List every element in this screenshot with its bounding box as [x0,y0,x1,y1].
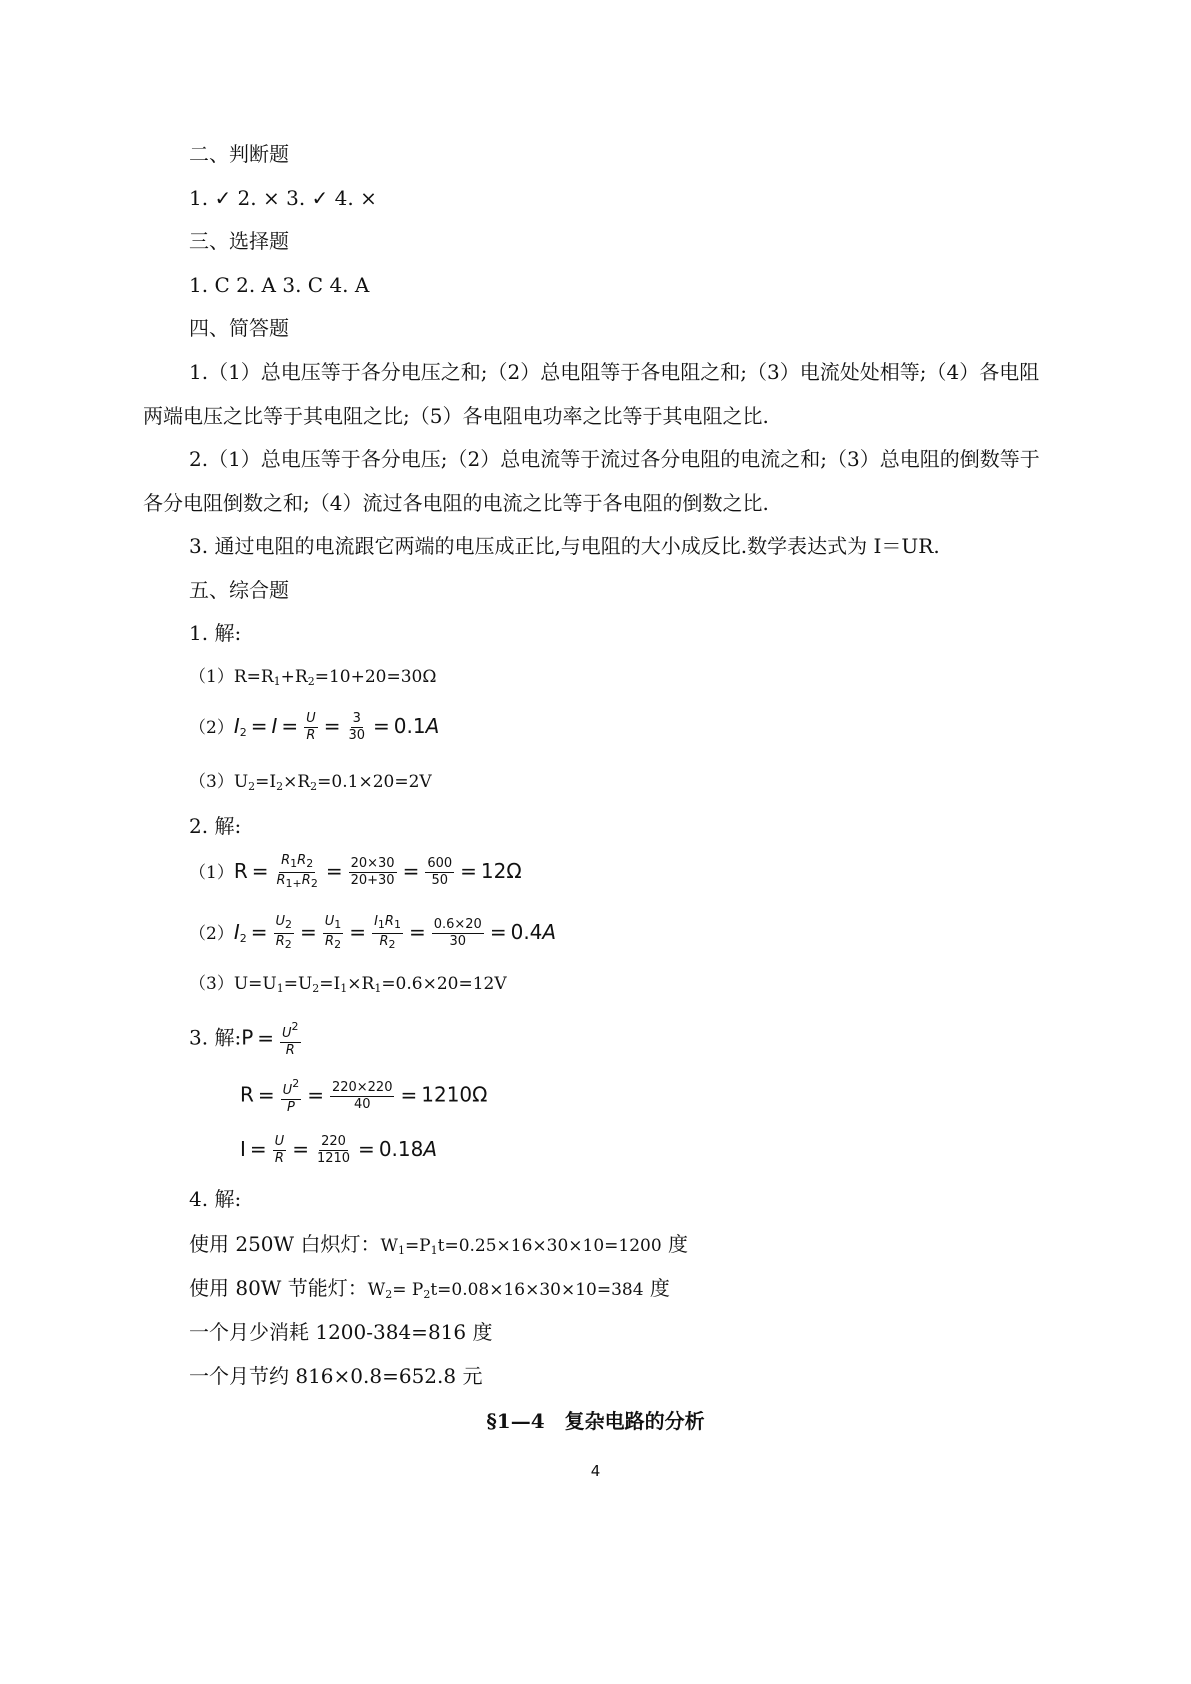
problem-4-line-1-text: 使用 250W 白炽灯： [189,1232,381,1256]
short-answer-1-line-1: 1.（1）总电压等于各分电压之和;（2）总电阻等于各电阻之和;（3）电流处处相等;（4）各电阻 [189,360,1040,384]
section-short-title: 四、简答题 [189,316,289,340]
problem-4-label: 4. 解: [189,1187,242,1211]
short-answer-2-line-1: 2.（1）总电压等于各分电压;（2）总电流等于流过各分电阻的电流之和;（3）总电阻的倒数等于 [189,447,1040,471]
problem-3-formula: 3. 解:P = $\frac{U^2}{R}$ [189,1020,299,1058]
page-number: 4 [590,1462,601,1480]
problem-3-label: 3. 解: [189,1025,242,1050]
short-answer-3: 3. 通过电阻的电流跟它两端的电压成正比,与电阻的大小成反比.数学表达式为 I＝UR. [189,534,940,558]
section-comprehensive-title: 五、综合题 [189,578,289,602]
problem-2-step-3: $(3)U=U_1=U_2=I_1\times R_1=0.6\times 20=12V$ [189,974,507,995]
short-answer-1-line-2: 两端电压之比等于其电阻之比;（5）各电阻电功率之比等于其电阻之比. [143,404,769,428]
problem-4-line-3: 一个月少消耗 1200-384=816 度 [189,1320,493,1344]
problem-1-label: 1. 解: [189,621,242,645]
problem-4-line-1: 使用 250W 白炽灯：$W_1=P_1t=0.25\times 16\times 30\times 10=1200$ 度 [189,1232,689,1257]
problem-1-step-2: $(2)I_2 = I$ = $\frac{U}{R}$ = $\frac{3}{30}$ = 0.1A [189,711,440,743]
section-choice-title: 三、选择题 [189,229,289,253]
problem-3-current: I = $\frac{U}{R}$ = $\frac{220}{1210}$ = 0.18A [240,1134,438,1166]
section-judge-title: 二、判断题 [189,142,289,166]
problem-2-label: 2. 解: [189,814,242,838]
short-answer-2-line-2: 各分电阻倒数之和;（4）流过各电阻的电流之比等于各电阻的倒数之比. [143,491,769,515]
problem-4-line-2-text: 使用 80W 节能灯： [189,1276,368,1300]
problem-3-resistance: R = $\frac{U^2}{P}$ = $\frac{220\times 220}{40}$ = 1210Ω [240,1077,488,1115]
next-section-heading: §1—4 复杂电路的分析 [486,1409,705,1433]
judge-answers: 1. ✓ 2. × 3. ✓ 4. × [189,186,377,210]
problem-1-step-1: $(1)R=R_1+R_2=10+20=30\Omega$ [189,667,437,688]
problem-2-step-1: （1）R = $\frac{R_1R_2}{R_{1+}R_2}$ = $\frac{20\times 30}{20+30}$ = $\frac{600}{50}$ = 12Ω [189,853,522,890]
problem-2-step-2: $(2)I_2$ = $\frac{U_2}{R_2}$ = $\frac{U_1}{R_2}$ = $\frac{I_1R_1}{R_2}$ = $\frac{0.6\times 20}{30}$ = 0.4A [189,914,557,951]
choice-answers: 1. C 2. A 3. C 4. A [189,273,370,297]
problem-1-step-3: $(3)U_2=I_2\times R_2=0.1\times 20=2V$ [189,772,432,793]
problem-4-line-2: 使用 80W 节能灯：$W_2= P_2t=0.08\times 16\times 30\times 10=384$ 度 [189,1276,670,1301]
problem-4-line-4: 一个月节约 816×0.8=652.8 元 [189,1364,483,1388]
